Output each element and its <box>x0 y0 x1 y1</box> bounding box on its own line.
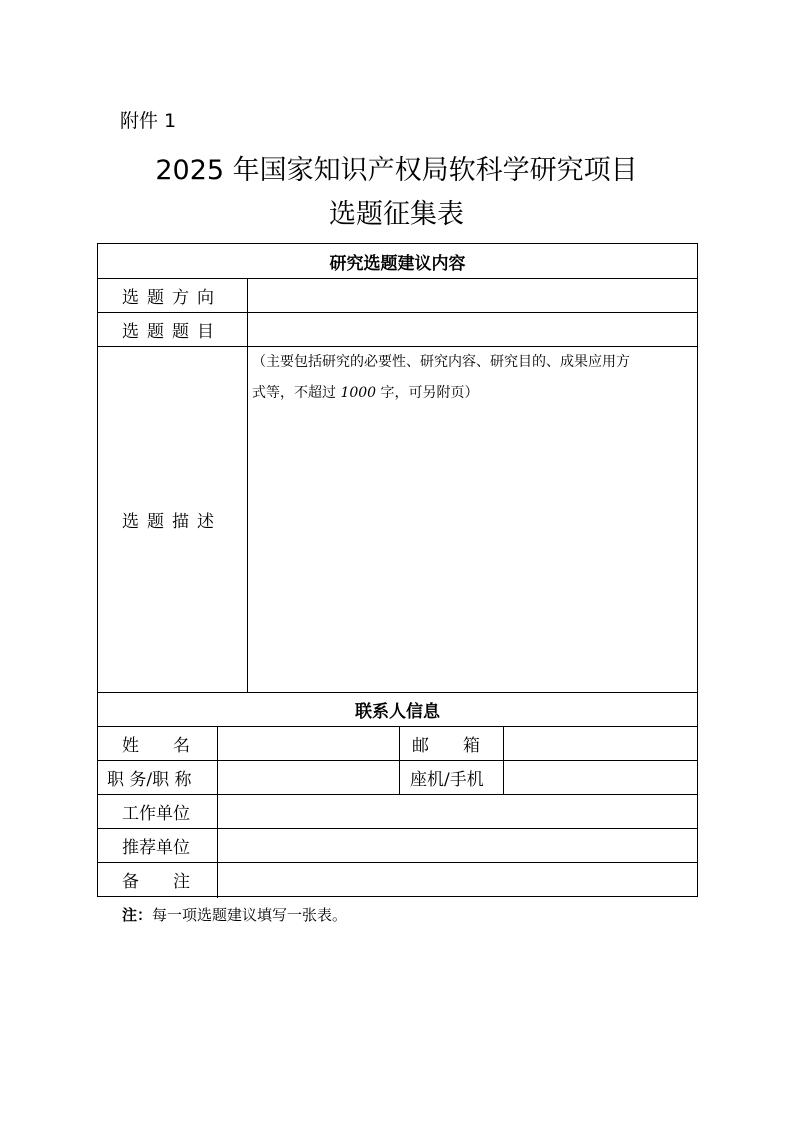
direction-label: 选题方向 <box>122 287 222 308</box>
topic-field[interactable] <box>248 313 698 346</box>
description-hint-line1: （主要包括研究的必要性、研究内容、研究目的、成果应用方 <box>252 354 630 370</box>
position-label: 职 务/职 称 <box>107 769 192 790</box>
footnote-label: 注： <box>122 906 153 924</box>
phone-field[interactable] <box>504 761 698 794</box>
form-title-line2: 选题征集表 <box>329 199 464 230</box>
footnote <box>122 904 347 925</box>
name-label: 姓名 <box>122 735 224 756</box>
recommend-unit-label: 推荐单位 <box>122 837 190 858</box>
collection-form-table <box>97 243 698 897</box>
remarks-field[interactable] <box>218 863 698 896</box>
work-unit-field[interactable] <box>218 795 698 828</box>
recommend-unit-field[interactable] <box>218 829 698 862</box>
attachment-label: 附件 1 <box>120 110 177 132</box>
name-field[interactable] <box>218 727 399 760</box>
description-hint-line2-pre: 式等，不超过 <box>252 385 336 401</box>
description-label: 选题描述 <box>122 511 222 532</box>
form-title-line1: 2025 年国家知识产权局软科学研究项目 <box>155 155 638 186</box>
email-field[interactable] <box>504 727 698 760</box>
description-hint-line2 <box>252 378 692 409</box>
footnote-text: 每一项选题建议填写一张表。 <box>152 906 348 924</box>
proposal-section-header: 研究选题建议内容 <box>329 253 466 274</box>
email-label: 邮箱 <box>412 735 514 756</box>
remarks-label: 备注 <box>122 871 224 892</box>
description-hint-line2-post: 字，可另附页） <box>380 385 479 401</box>
topic-label: 选题题目 <box>122 321 222 342</box>
position-field[interactable] <box>218 761 399 794</box>
description-hint-word-limit: 1000 <box>340 385 377 401</box>
work-unit-label: 工作单位 <box>122 803 190 824</box>
direction-field[interactable] <box>248 279 698 312</box>
phone-label: 座机/手机 <box>410 769 484 790</box>
column-divider <box>399 726 400 794</box>
contact-section-header: 联系人信息 <box>355 701 440 722</box>
description-hint <box>252 347 692 409</box>
